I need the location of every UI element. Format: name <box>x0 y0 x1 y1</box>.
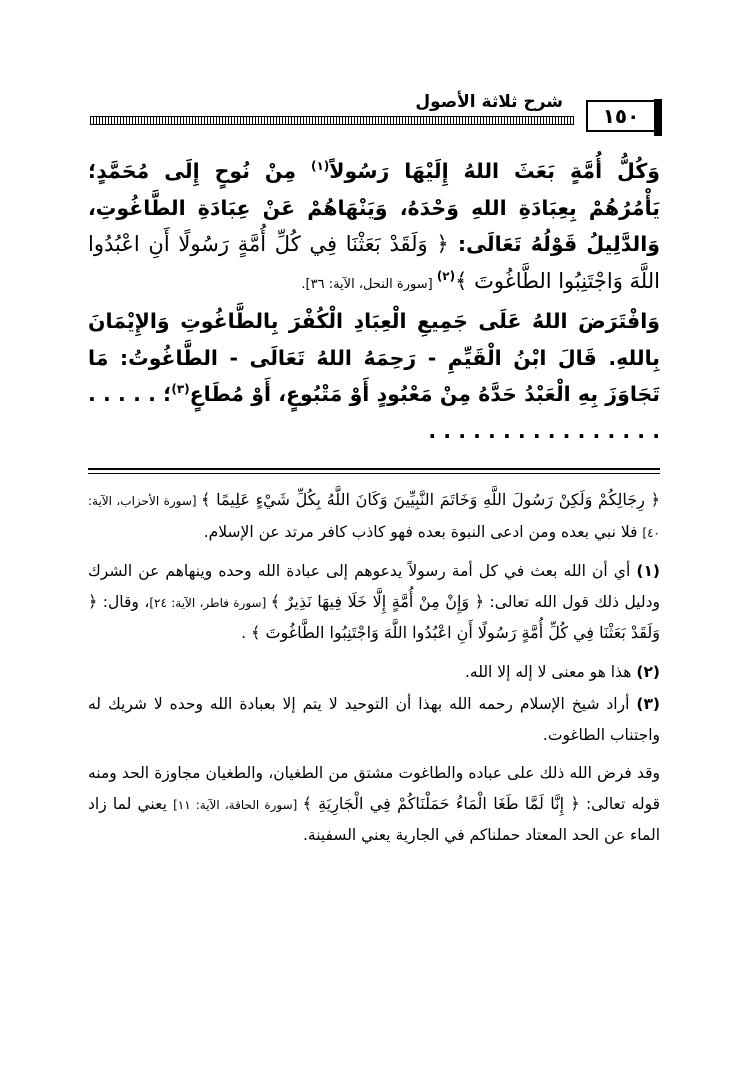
main-text-3: وَافْتَرَضَ اللهُ عَلَى جَمِيعِ الْعِبَادِ الْكُفْرَ بِالطَّاغُوتِ وَالإِيْمَانَ بِاللهِ. قَالَ ابْنُ الْقَيِّمِ - رَحِمَهُ اللهُ تَعَالَى - الطَّاغُوتُ: مَا تَجَاوَزَ بِهِ الْعَبْدُ حَدَّهُ مِنْ مَعْبُودٍ أَوْ مَتْبُوعٍ، أَوْ مُطَاعٍ <box>88 309 660 406</box>
main-text-1: وَكُلُّ أُمَّةٍ بَعَثَ اللهُ إِلَيْهَا رَسُولاً <box>329 159 660 183</box>
footnote-ref-2[interactable]: (٢) <box>436 268 456 283</box>
quran-verse-nahl: ﴿ وَلَقَدْ بَعَثْنَا فِي كُلِّ أُمَّةٍ رَسُولًا أَنِ اعْبُدُوا اللَّهَ وَاجْتَنِبُوا الطَّاغُوتَ ﴾ <box>88 232 660 293</box>
divider-line-thin <box>88 473 660 474</box>
verse-reference-haqqa: [سورة الحاقة، الآية: ١١] <box>173 797 303 812</box>
footnote-1-text-b: ، وقال: <box>97 592 150 611</box>
main-paragraph-1 <box>88 153 660 303</box>
main-text-2: مِنْ نُوحٍ إِلَى مُحَمَّدٍ؛ يَأْمُرُهُمْ بِعِبَادَةِ اللهِ وَحْدَهُ، وَيَنْهَاهُمْ عَنْ عِبَادَةِ الطَّاغُوتِ، وَالدَّلِيلُ قَوْلُهُ تَعَالَى: <box>88 159 661 256</box>
page-header <box>90 90 658 140</box>
footnote-number-2: (٢) <box>636 662 660 681</box>
footnote-3-cont-text-b: يعني لما زاد الماء عن الحد المعتاد حملناكم في الجارية يعني السفينة. <box>88 794 660 844</box>
footnote-1-text-a: أي أن الله بعث في كل أمة رسولاً يدعوهم إلى عبادة الله وحده وينهاهم عن الشرك ودليل ذلك قول الله تعالى: <box>88 562 660 611</box>
page-number-box <box>586 100 656 132</box>
footnote-ref-3[interactable]: (٣) <box>171 382 190 397</box>
footnote-continued-text: فلا نبي بعده ومن ادعى النبوة بعده فهو كاذب كافر مرتد عن الإسلام. <box>203 522 643 541</box>
verse-reference-nahl: [سورة النحل، الآية: ٣٦]. <box>301 276 437 292</box>
main-text <box>88 153 660 449</box>
divider-line-thick <box>88 468 660 470</box>
footnote-1-text-c: . <box>241 624 251 642</box>
footnote-3-continued <box>88 758 660 851</box>
quran-verse-nahl-footnote: ﴿ وَلَقَدْ بَعَثْنَا فِي كُلِّ أُمَّةٍ رَسُولًا أَنِ اعْبُدُوا اللَّهَ وَاجْتَنِبُوا الطَّاغُوتَ ﴾ <box>88 591 660 642</box>
footnote-3-text: أراد شيخ الإسلام رحمه الله بهذا أن التوحيد لا يتم إلا بعبادة الله وحده لا شريك له واجتناب الطاغوت. <box>88 695 660 744</box>
footnote-1 <box>88 556 660 649</box>
quran-verse-ahzab: ﴿ رِجَالِكُمْ وَلَكِنْ رَسُولَ اللَّهِ وَخَاتَمَ النَّبِيِّينَ وَكَانَ اللَّهُ بِكُلِّ شَيْءٍ عَلِيمًا ﴾ <box>201 490 660 509</box>
running-title: شرح ثلاثة الأصول <box>415 92 563 112</box>
footnote-3 <box>88 689 660 750</box>
quran-verse-haqqa: ﴿ إِنَّا لَمَّا طَغَا الْمَاءُ حَمَلْنَاكُمْ فِي الْجَارِيَةِ ﴾ <box>302 793 580 813</box>
footnote-number-3: (٣) <box>636 695 660 713</box>
main-paragraph-2 <box>88 303 660 449</box>
footnote-divider <box>88 468 660 474</box>
quran-verse-fatir: ﴿ وَإِنْ مِنْ أُمَّةٍ إِلَّا خَلَا فِيهَا نَذِيرٌ ﴾ <box>270 591 485 611</box>
page-number-tab <box>654 99 662 136</box>
footnote-3-cont-text-a: وقد فرض الله ذلك على عباده والطاغوت مشتق من الطغيان، والطغيان مجاوزة الحد ومنه قوله تعالى: <box>88 764 660 813</box>
main-text-4: ؛ . . . . . . . . . . . . . . . . . . . . . <box>88 382 660 443</box>
footnote-2 <box>88 657 660 688</box>
page-number: ١٥٠ <box>602 104 640 128</box>
verse-reference-fatir: [سورة فاطر، الآية: ٢٤] <box>149 595 271 610</box>
footnote-number-1: (١) <box>636 562 660 580</box>
header-rule <box>90 116 574 125</box>
footnote-ref-1[interactable]: (١) <box>310 159 330 174</box>
footnotes <box>88 485 660 859</box>
verse-reference-ahzab: [سورة الأحزاب، الآية: ٤٠] <box>88 494 660 540</box>
footnote-continued <box>88 485 660 548</box>
footnote-2-text: هذا هو معنى لا إله إلا الله. <box>464 662 637 681</box>
